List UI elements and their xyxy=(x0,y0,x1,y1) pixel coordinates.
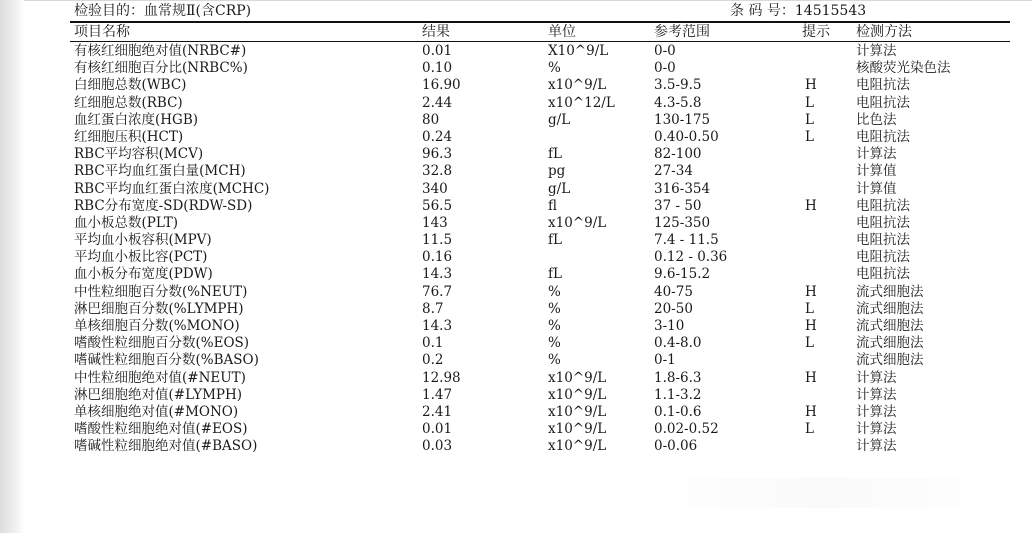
item-result: 143 xyxy=(422,214,448,231)
item-reference: 0.4-8.0 xyxy=(654,335,702,352)
item-result: 0.1 xyxy=(422,335,444,352)
item-method: 流式细胞法 xyxy=(856,335,924,352)
item-method: 比色法 xyxy=(856,111,897,128)
table-row xyxy=(74,370,1010,387)
item-result: 0.24 xyxy=(422,128,453,145)
item-name: 血红蛋白浓度(HGB) xyxy=(74,111,199,128)
table-row xyxy=(74,284,1010,301)
item-name: RBC平均血红蛋白量(MCH) xyxy=(74,163,246,180)
item-name: RBC平均血红蛋白浓度(MCHC) xyxy=(74,180,270,197)
item-result: 1.47 xyxy=(422,386,453,403)
item-method: 电阻抗法 xyxy=(856,266,910,283)
item-method: 流式细胞法 xyxy=(856,300,924,317)
item-name: 红细胞总数(RBC) xyxy=(74,94,183,111)
item-name: 平均血小板比容(PCT) xyxy=(74,249,208,266)
item-flag: H xyxy=(805,318,817,334)
barcode-number: 条 码 号：14515543 xyxy=(730,3,867,19)
item-name: 中性粒细胞百分数(%NEUT) xyxy=(74,283,248,300)
item-name: 嗜碱性粒细胞百分数(%BASO) xyxy=(74,352,259,369)
item-unit: % xyxy=(548,60,561,77)
item-result: 2.41 xyxy=(422,403,453,420)
item-name: 平均血小板容积(MPV) xyxy=(74,232,212,249)
item-reference: 316-354 xyxy=(654,180,711,197)
item-method: 计算法 xyxy=(856,369,897,386)
item-reference: 0-0 xyxy=(654,60,676,77)
item-result: 16.90 xyxy=(422,77,461,94)
item-reference: 0.02-0.52 xyxy=(654,421,719,438)
item-result: 0.2 xyxy=(422,352,444,369)
item-flag: L xyxy=(805,94,814,111)
table-row xyxy=(74,232,1010,249)
column-header-reference: 参考范围 xyxy=(654,24,710,40)
item-reference: 130-175 xyxy=(654,111,711,128)
table-row xyxy=(74,181,1010,198)
item-name: 淋巴细胞百分数(%LYMPH) xyxy=(74,300,244,317)
item-reference: 0-0 xyxy=(654,43,676,59)
item-name: 血小板分布宽度(PDW) xyxy=(74,266,213,283)
item-reference: 3.5-9.5 xyxy=(654,77,702,94)
table-row xyxy=(74,112,1010,129)
header-rule-thick xyxy=(70,21,1010,23)
item-unit: x10^9/L xyxy=(548,214,607,231)
item-name: 单核细胞百分数(%MONO) xyxy=(74,318,240,334)
item-unit: % xyxy=(548,352,561,369)
item-method: 计算值 xyxy=(856,180,897,197)
item-reference: 4.3-5.8 xyxy=(654,94,702,111)
item-reference: 40-75 xyxy=(654,283,693,300)
item-reference: 0.12 - 0.36 xyxy=(654,249,728,266)
top-divider xyxy=(24,0,1032,1)
item-name: RBC分布宽度-SD(RDW-SD) xyxy=(74,197,253,214)
item-result: 8.7 xyxy=(422,300,444,317)
item-reference: 27-34 xyxy=(654,163,693,180)
table-body xyxy=(74,43,1010,456)
item-reference: 37 - 50 xyxy=(654,197,702,214)
item-result: 0.01 xyxy=(422,421,453,438)
item-reference: 0-1 xyxy=(654,352,676,369)
item-flag: H xyxy=(805,283,817,300)
item-unit: % xyxy=(548,300,561,317)
item-name: 有核红细胞绝对值(NRBC#) xyxy=(74,43,247,59)
test-purpose: 检验目的：血常规Ⅱ(含CRP) xyxy=(74,3,252,19)
item-unit: g/L xyxy=(548,180,571,197)
table-row xyxy=(74,421,1010,438)
item-unit: g/L xyxy=(548,111,571,128)
item-name: 血小板总数(PLT) xyxy=(74,214,178,231)
item-reference: 1.1-3.2 xyxy=(654,386,702,403)
item-name: 有核红细胞百分比(NRBC%) xyxy=(74,60,248,77)
table-row xyxy=(74,95,1010,112)
item-method: 计算值 xyxy=(856,163,897,180)
item-result: 76.7 xyxy=(422,283,453,300)
item-method: 计算法 xyxy=(856,403,897,420)
table-row xyxy=(74,301,1010,318)
item-flag: L xyxy=(805,300,814,317)
item-result: 80 xyxy=(422,111,440,128)
item-result: 14.3 xyxy=(422,318,453,334)
table-row xyxy=(74,43,1010,60)
table-row xyxy=(74,163,1010,180)
lab-report-sheet xyxy=(24,0,1032,533)
item-result: 0.01 xyxy=(422,43,453,59)
item-name: 嗜酸性粒细胞绝对值(#EOS) xyxy=(74,421,248,438)
item-result: 0.03 xyxy=(422,438,453,455)
column-header-name: 项目名称 xyxy=(74,24,130,40)
item-unit: x10^12/L xyxy=(548,94,615,111)
item-name: 中性粒细胞绝对值(#NEUT) xyxy=(74,369,246,386)
table-row xyxy=(74,249,1010,266)
item-method: 电阻抗法 xyxy=(856,214,910,231)
header-rule-thin xyxy=(70,41,1010,42)
item-unit: X10^9/L xyxy=(548,43,609,59)
item-result: 32.8 xyxy=(422,163,453,180)
item-flag: H xyxy=(805,369,817,386)
item-name: 嗜酸性粒细胞百分数(%EOS) xyxy=(74,335,250,352)
item-flag: H xyxy=(805,77,817,94)
item-reference: 7.4 - 11.5 xyxy=(654,232,719,249)
item-method: 电阻抗法 xyxy=(856,249,910,266)
item-reference: 0-0.06 xyxy=(654,438,698,455)
item-result: 11.5 xyxy=(422,232,453,249)
item-method: 流式细胞法 xyxy=(856,283,924,300)
table-row xyxy=(74,215,1010,232)
item-unit: fL xyxy=(548,232,562,249)
item-reference: 0.40-0.50 xyxy=(654,128,719,145)
item-reference: 82-100 xyxy=(654,146,702,163)
item-result: 340 xyxy=(422,180,448,197)
column-header-result: 结果 xyxy=(422,24,450,40)
item-unit: fL xyxy=(548,266,562,283)
item-unit: pg xyxy=(548,163,566,180)
item-flag: L xyxy=(805,128,814,145)
item-method: 计算法 xyxy=(856,43,897,59)
item-result: 0.10 xyxy=(422,60,453,77)
table-row xyxy=(74,335,1010,352)
item-unit: fL xyxy=(548,146,562,163)
table-header-row xyxy=(74,24,1010,41)
item-method: 计算法 xyxy=(856,438,897,455)
item-name: 淋巴细胞绝对值(#LYMPH) xyxy=(74,386,243,403)
item-flag: L xyxy=(805,111,814,128)
table-row xyxy=(74,129,1010,146)
item-result: 14.3 xyxy=(422,266,453,283)
column-header-unit: 单位 xyxy=(548,24,576,40)
item-unit: % xyxy=(548,335,561,352)
column-header-method: 检测方法 xyxy=(856,24,912,40)
item-unit: x10^9/L xyxy=(548,369,607,386)
table-row xyxy=(74,438,1010,455)
item-reference: 125-350 xyxy=(654,214,711,231)
item-reference: 3-10 xyxy=(654,318,685,334)
item-method: 电阻抗法 xyxy=(856,77,910,94)
item-method: 流式细胞法 xyxy=(856,318,924,334)
item-unit: x10^9/L xyxy=(548,421,607,438)
item-reference: 9.6-15.2 xyxy=(654,266,711,283)
item-unit: fl xyxy=(548,197,558,214)
item-unit: x10^9/L xyxy=(548,77,607,94)
item-method: 电阻抗法 xyxy=(856,128,910,145)
paper-fold-shading xyxy=(624,478,1024,508)
item-name: RBC平均容积(MCV) xyxy=(74,146,204,163)
item-unit: % xyxy=(548,318,561,334)
item-name: 白细胞总数(WBC) xyxy=(74,77,187,94)
item-method: 电阻抗法 xyxy=(856,197,910,214)
item-name: 单核细胞绝对值(#MONO) xyxy=(74,403,239,420)
item-name: 红细胞压积(HCT) xyxy=(74,128,184,145)
item-flag: L xyxy=(805,335,814,352)
item-reference: 0.1-0.6 xyxy=(654,403,702,420)
table-row xyxy=(74,266,1010,283)
item-result: 96.3 xyxy=(422,146,453,163)
item-result: 0.16 xyxy=(422,249,453,266)
table-row xyxy=(74,146,1010,163)
item-name: 嗜碱性粒细胞绝对值(#BASO) xyxy=(74,438,258,455)
item-method: 计算法 xyxy=(856,146,897,163)
item-method: 计算法 xyxy=(856,421,897,438)
table-row xyxy=(74,60,1010,77)
results-table xyxy=(74,24,1010,455)
table-row xyxy=(74,352,1010,369)
item-unit: x10^9/L xyxy=(548,403,607,420)
item-flag: H xyxy=(805,403,817,420)
table-row xyxy=(74,77,1010,94)
item-method: 流式细胞法 xyxy=(856,352,924,369)
item-result: 12.98 xyxy=(422,369,461,386)
item-method: 电阻抗法 xyxy=(856,94,910,111)
item-unit: % xyxy=(548,283,561,300)
item-method: 核酸荧光染色法 xyxy=(856,60,951,77)
item-method: 电阻抗法 xyxy=(856,232,910,249)
page-edge-shadow xyxy=(0,0,24,533)
item-unit: x10^9/L xyxy=(548,386,607,403)
table-row xyxy=(74,387,1010,404)
item-method: 计算法 xyxy=(856,386,897,403)
table-row xyxy=(74,404,1010,421)
item-reference: 20-50 xyxy=(654,300,693,317)
table-row xyxy=(74,318,1010,335)
item-result: 56.5 xyxy=(422,197,453,214)
item-reference: 1.8-6.3 xyxy=(654,369,702,386)
column-header-flag: 提示 xyxy=(802,24,830,40)
item-flag: H xyxy=(805,197,817,214)
item-result: 2.44 xyxy=(422,94,453,111)
item-unit: x10^9/L xyxy=(548,438,607,455)
item-flag: L xyxy=(805,421,814,438)
table-row xyxy=(74,198,1010,215)
